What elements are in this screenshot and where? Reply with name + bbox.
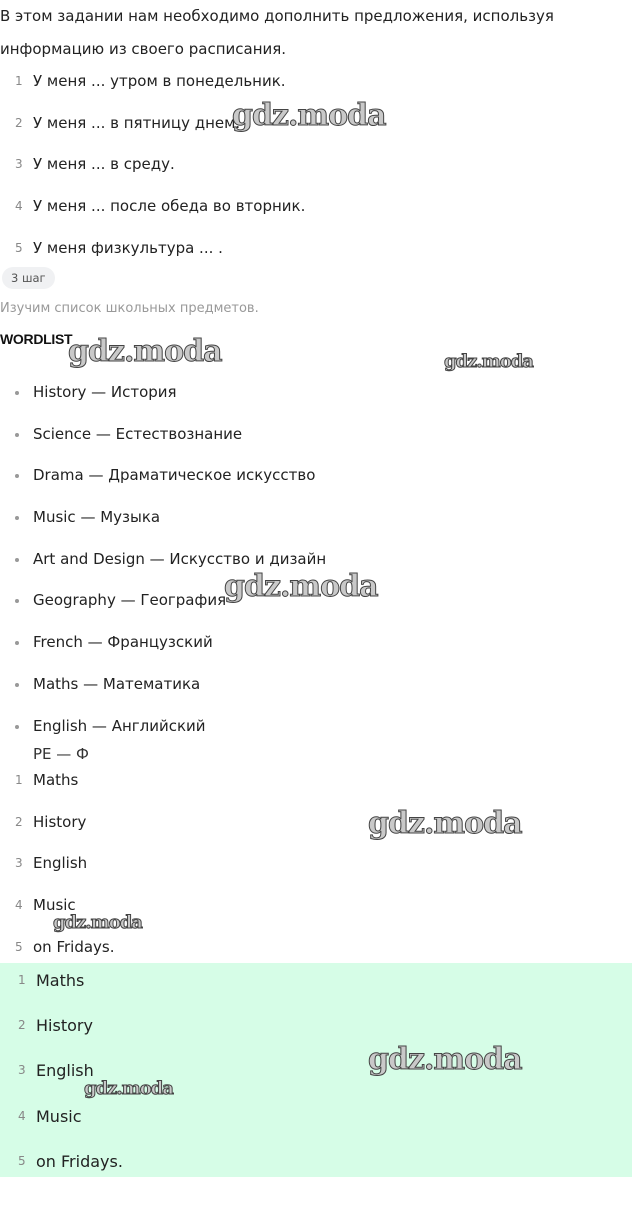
item-text: English <box>36 1061 94 1081</box>
item-number: 5 <box>15 939 23 954</box>
item-text: У меня ... утром в понедельник. <box>33 72 286 90</box>
list-item <box>3 1139 123 1184</box>
watermark: gdz.moda <box>84 1078 173 1099</box>
item-number: 1 <box>15 773 23 787</box>
wordlist-heading: WORDLIST <box>0 331 73 347</box>
list-item <box>3 958 123 1003</box>
wordlist-text: Science — Естествознание <box>33 424 243 443</box>
bullet-icon <box>15 641 19 645</box>
wordlist-item <box>0 372 326 414</box>
wordlist-text: Geography — География <box>33 591 227 610</box>
watermark: gdz.moda <box>224 569 378 604</box>
item-text: Maths <box>36 971 85 990</box>
item-number: 2 <box>18 1018 26 1033</box>
bullet-icon <box>15 516 19 520</box>
list-item <box>0 760 115 802</box>
item-number: 1 <box>18 973 26 987</box>
item-text: on Fridays. <box>36 1151 123 1171</box>
step-note: Изучим список школьных предметов. <box>0 301 259 316</box>
wordlist-text: French — Французский <box>33 633 213 652</box>
sentence-list <box>0 61 305 269</box>
wordlist-item <box>0 664 326 706</box>
item-number: 2 <box>15 814 23 829</box>
list-item <box>0 843 115 885</box>
item-text: History <box>36 1016 93 1036</box>
item-text: У меня ... в среду. <box>33 155 175 174</box>
wordlist-text: English — Английский <box>33 716 206 735</box>
item-text: У меня физкультура ... . <box>33 238 223 257</box>
watermark: gdz.moda <box>368 1042 522 1077</box>
highlighted-answer-list <box>3 958 123 1184</box>
list-item <box>0 186 305 228</box>
bullet-icon <box>15 433 19 437</box>
item-text: У меня ... после обеда во вторник. <box>33 197 306 216</box>
wordlist-text: History — История <box>33 383 177 401</box>
item-number: 4 <box>15 898 23 913</box>
wordlist-text: Music — Музыка <box>33 508 161 527</box>
item-number: 1 <box>15 74 23 88</box>
bullet-icon <box>15 391 19 395</box>
item-number: 4 <box>18 1108 26 1123</box>
list-item <box>0 802 115 844</box>
watermark: gdz.moda <box>444 351 533 372</box>
item-text: History <box>33 812 87 831</box>
item-number: 3 <box>15 157 23 172</box>
task-description: В этом задании нам необходимо дополнить предложения, используя информацию из своего расписания. <box>0 7 554 58</box>
bullet-icon <box>15 725 19 729</box>
item-text: on Fridays. <box>33 937 115 956</box>
watermark: gdz.moda <box>232 98 386 133</box>
wordlist-item <box>0 622 326 664</box>
wordlist-item <box>0 414 326 456</box>
item-text: Music <box>33 896 76 915</box>
wordlist-text: Maths — Математика <box>33 674 201 693</box>
wordlist-item <box>0 455 326 497</box>
watermark: gdz.moda <box>368 806 522 841</box>
item-number: 3 <box>15 856 23 871</box>
wordlist-item <box>0 706 326 748</box>
item-number: 3 <box>18 1063 26 1078</box>
bullet-icon <box>15 683 19 687</box>
list-item <box>3 1094 123 1139</box>
list-item <box>0 228 305 270</box>
item-number: 5 <box>18 1153 26 1168</box>
item-text: У меня ... в пятницу днем. <box>33 113 241 132</box>
wordlist <box>0 372 326 747</box>
list-item <box>3 1003 123 1048</box>
watermark: gdz.moda <box>68 334 222 369</box>
watermark: gdz.moda <box>53 912 142 933</box>
item-text: Maths <box>33 771 79 789</box>
bullet-icon <box>15 558 19 562</box>
item-text: Music <box>36 1106 82 1126</box>
item-number: 5 <box>15 240 23 255</box>
list-item <box>0 61 305 103</box>
answer-list <box>0 760 115 968</box>
item-text: English <box>33 854 88 873</box>
clipped-text: PE — Ф <box>33 745 89 763</box>
wordlist-text: Art and Design — Искусство и дизайн <box>33 549 327 568</box>
step-badge: 3 шаг <box>2 267 55 289</box>
wordlist-text: Drama — Драматическое искусство <box>33 466 316 485</box>
list-item <box>0 144 305 186</box>
bullet-icon <box>15 474 19 478</box>
item-number: 2 <box>15 115 23 130</box>
item-number: 4 <box>15 199 23 214</box>
bullet-icon <box>15 599 19 603</box>
wordlist-item <box>0 497 326 539</box>
